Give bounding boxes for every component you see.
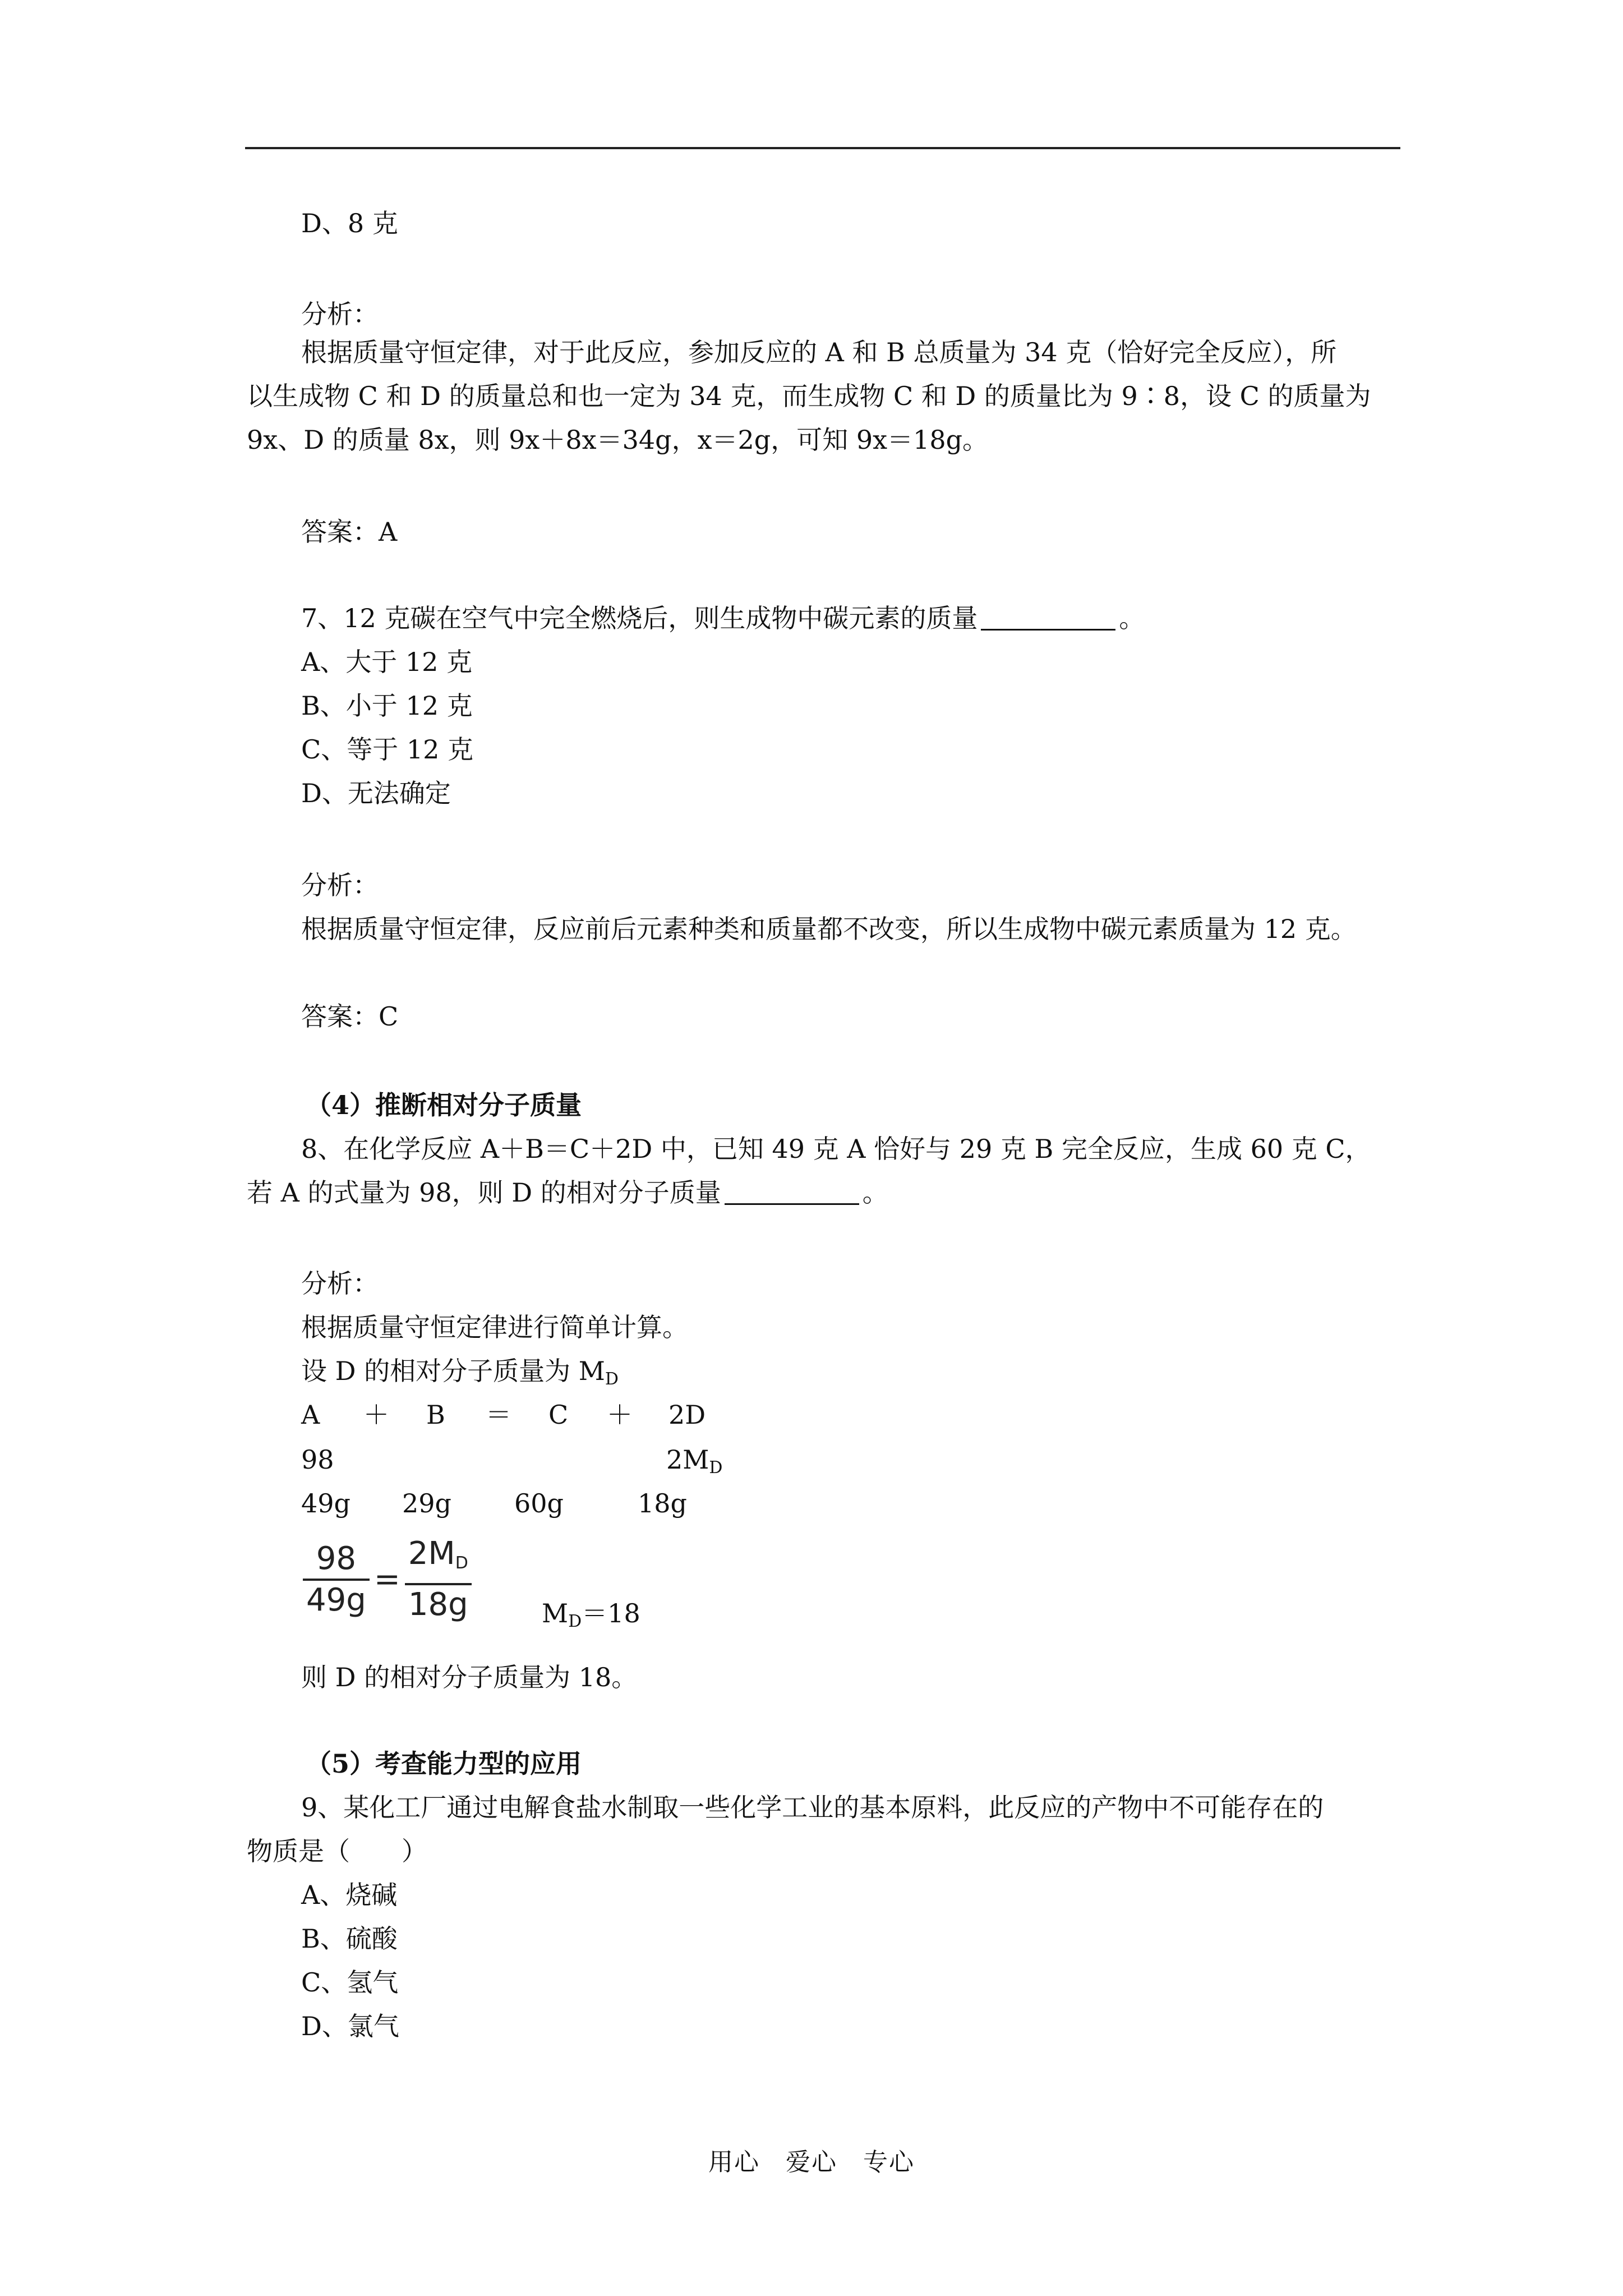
q8-analysis-label: 分析： <box>301 1268 379 1299</box>
subscript-d: D <box>605 1369 619 1389</box>
answer-blank <box>981 606 1115 631</box>
q9-option-c: C、氢气 <box>301 1967 399 1998</box>
q6-analysis-line-2: 以生成物 C 和 D 的质量总和也一定为 34 克，而生成物 C 和 D 的质量比为 9∶8，设 C 的质量为 <box>247 381 1371 411</box>
q6-analysis-line-3: 9x、D 的质量 8x，则 9x＋8x＝34g，x＝2g，可知 9x＝18g。 <box>247 425 989 455</box>
q8-analysis-line-1: 根据质量守恒定律进行简单计算。 <box>301 1312 688 1342</box>
fraction-right-numerator-text: 2M <box>408 1535 455 1572</box>
mass-d: 18g <box>638 1488 687 1519</box>
fraction-left-numerator: 98 <box>316 1540 357 1577</box>
eq-a: A <box>301 1400 320 1430</box>
fraction-equation <box>303 1534 472 1625</box>
fraction-right <box>405 1534 472 1625</box>
q6-option-d: D、8 克 <box>301 208 398 238</box>
q8-stem-end: 。 <box>862 1177 888 1208</box>
header-rule <box>245 147 1400 149</box>
q7-answer: 答案：C <box>301 1001 399 1032</box>
q7-stem-text: 7、12 克碳在空气中完全燃烧后，则生成物中碳元素的质量 <box>301 603 978 633</box>
answer-blank <box>725 1181 859 1205</box>
q9-option-b: B、硫酸 <box>301 1924 398 1954</box>
section-5-title: （5）考查能力型的应用 <box>306 1749 582 1779</box>
q8-stem-line-2 <box>247 1176 888 1209</box>
q7-analysis-label: 分析： <box>301 870 379 900</box>
q6-answer: 答案：A <box>301 517 398 547</box>
mass-c: 60g <box>514 1488 564 1519</box>
eq-b: B <box>426 1400 445 1430</box>
row-98: 98 <box>301 1444 334 1475</box>
q7-stem <box>301 601 1145 635</box>
fraction-left <box>303 1539 370 1620</box>
q8-conclusion: 则 D 的相对分子质量为 18。 <box>301 1662 638 1692</box>
fraction-equals: = <box>374 1561 400 1598</box>
page-footer: 用心 爱心 专心 <box>708 2148 915 2177</box>
row-2md <box>666 1443 722 1485</box>
q9-stem-line-2: 物质是（ ） <box>247 1836 427 1866</box>
md-result-value: ＝18 <box>582 1598 640 1628</box>
q8-set-variable <box>301 1354 619 1396</box>
subscript-d: D <box>568 1612 582 1631</box>
fraction-right-denominator: 18g <box>408 1586 468 1623</box>
q8-stem-text: 若 A 的式量为 98，则 D 的相对分子质量 <box>247 1177 721 1208</box>
q9-option-a: A、烧碱 <box>301 1880 398 1910</box>
mass-a: 49g <box>301 1488 351 1519</box>
q6-analysis-line-1: 根据质量守恒定律，对于此反应，参加反应的 A 和 B 总质量为 34 克（恰好完全反应），所 <box>301 337 1337 367</box>
eq-c: C <box>548 1400 569 1430</box>
q9-stem-line-1: 9、某化工厂通过电解食盐水制取一些化学工业的基本原料，此反应的产物中不可能存在的 <box>301 1792 1324 1823</box>
mass-b: 29g <box>402 1488 451 1519</box>
eq-plus-1: ＋ <box>363 1400 389 1430</box>
fraction-right-numerator <box>405 1534 472 1583</box>
fraction-left-denominator: 49g <box>306 1581 366 1618</box>
md-result-m: M <box>542 1598 569 1628</box>
eq-2d: 2D <box>668 1400 706 1430</box>
q7-option-d: D、无法确定 <box>301 778 451 808</box>
subscript-d: D <box>455 1553 468 1573</box>
q9-option-d: D、氯气 <box>301 2011 399 2041</box>
md-result <box>542 1596 640 1639</box>
q7-stem-end: 。 <box>1119 603 1145 633</box>
eq-equals: ＝ <box>486 1400 511 1430</box>
q7-option-b: B、小于 12 克 <box>301 691 473 721</box>
q8-set-text: 设 D 的相对分子质量为 M <box>301 1356 605 1386</box>
q7-option-c: C、等于 12 克 <box>301 734 473 765</box>
q7-analysis: 根据质量守恒定律，反应前后元素种类和质量都不改变，所以生成物中碳元素质量为 12 克。 <box>301 914 1357 944</box>
q6-analysis-label: 分析： <box>301 299 379 329</box>
eq-plus-2: ＋ <box>607 1400 633 1430</box>
q7-option-a: A、大于 12 克 <box>301 647 472 677</box>
row-2md-text: 2M <box>666 1444 709 1475</box>
subscript-d: D <box>709 1458 723 1478</box>
section-4-title: （4）推断相对分子质量 <box>306 1090 582 1120</box>
q8-stem-line-1: 8、在化学反应 A＋B＝C＋2D 中，已知 49 克 A 恰好与 29 克 B 完全反应，生成 60 克 C， <box>301 1134 1371 1164</box>
